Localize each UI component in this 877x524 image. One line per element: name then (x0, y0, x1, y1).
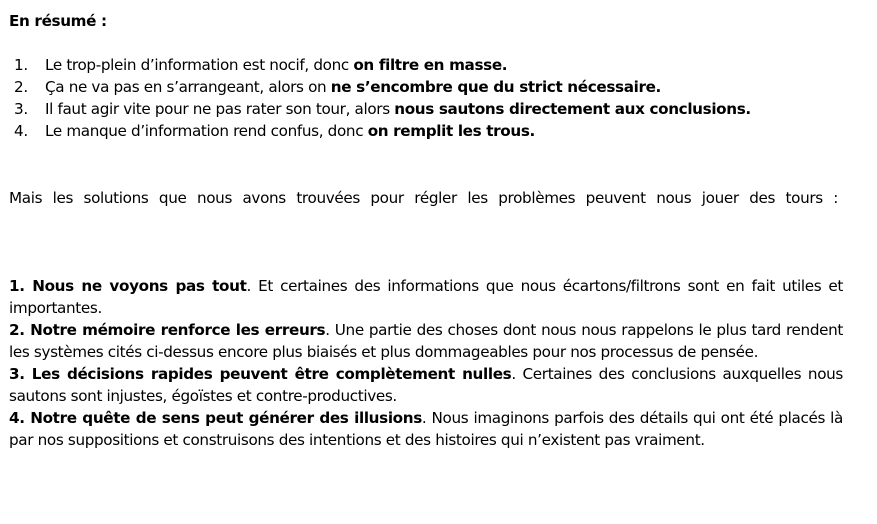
summary-item (14, 120, 751, 142)
pitfall-text: . Nous imaginons parfois des détails qui ont été placés là par nos suppositions et construisons des intentions et des histoires qui n’existent pas vraiment. (9, 409, 843, 449)
pitfall-title: 2. Notre mémoire renforce les erreurs (9, 321, 326, 339)
item-text: Ça ne va pas en s’arrangeant, alors on (45, 78, 331, 96)
item-emphasis: on filtre en masse. (353, 56, 508, 74)
pitfall-title: 3. Les décisions rapides peuvent être complètement nulles (9, 365, 512, 383)
pitfall-text: . Et certaines des informations que nous écartons/filtrons sont en fait utiles et importantes. (9, 277, 843, 317)
pitfalls-list (9, 275, 843, 451)
pitfall-item (9, 275, 843, 319)
item-number: 4. (14, 122, 28, 140)
item-emphasis: ne s’encombre que du strict nécessaire. (330, 78, 661, 96)
pitfall-item (9, 319, 843, 363)
item-emphasis: on remplit les trous. (367, 122, 535, 140)
item-text: Le manque d’information rend confus, donc (45, 122, 368, 140)
item-number: 2. (14, 78, 28, 96)
pitfall-text: . Certaines des conclusions auxquelles nous sautons sont injustes, égoïstes et contre-productives. (9, 365, 843, 405)
pitfall-item (9, 407, 843, 451)
item-number: 1. (14, 56, 28, 74)
pitfall-title: 1. Nous ne voyons pas tout (9, 277, 247, 295)
summary-item (14, 98, 751, 120)
summary-list (14, 54, 751, 142)
pitfall-title: 4. Notre quête de sens peut générer des illusions (9, 409, 422, 427)
intro-paragraph: Mais les solutions que nous avons trouvées pour régler les problèmes peuvent nous jouer des tours : (9, 189, 839, 207)
pitfall-text: . Une partie des choses dont nous nous rappelons le plus tard rendent les systèmes cités ci-dessus encore plus biaisés et plus dommageables pour nos processus de pensée. (9, 321, 843, 361)
item-text: Le trop-plein d’information est nocif, donc (45, 56, 354, 74)
summary-item (14, 76, 751, 98)
pitfall-item (9, 363, 843, 407)
item-number: 3. (14, 100, 28, 118)
summary-heading: En résumé : (9, 12, 107, 30)
summary-item (14, 54, 751, 76)
item-text: Il faut agir vite pour ne pas rater son tour, alors (45, 100, 395, 118)
item-emphasis: nous sautons directement aux conclusions. (394, 100, 751, 118)
